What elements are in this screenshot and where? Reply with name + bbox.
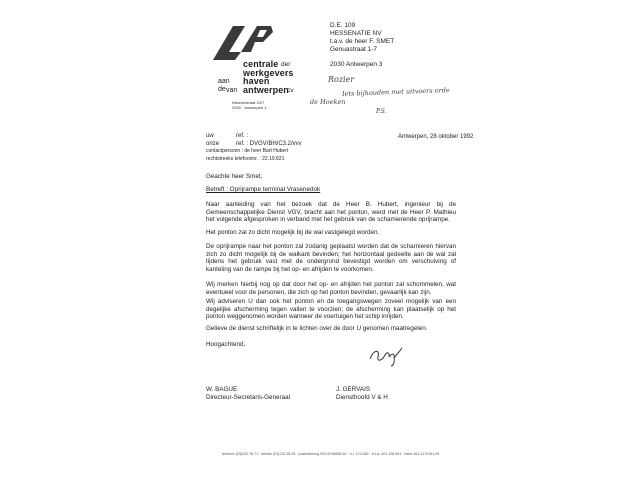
paragraph-5: Wij adviseren U dan ook het ponton en de toegangswegen zoveel mogelijk van een degelijke afscherming tegen vallen te voorzien; de afscherming kan plaatselijk op het ponton weggenomen worden wanneer de voertuigen het schip inrijden. bbox=[206, 298, 456, 321]
signatory-right-name: J. GERVAIS bbox=[336, 386, 371, 393]
handwritten-note-2: Iets bijhouden met uitvoers orde bbox=[341, 86, 450, 98]
addressee-line2: HESSENATIE NV bbox=[330, 30, 382, 37]
our-ref-value: ref. : DVGV/BH/C3.2/vvv bbox=[236, 140, 302, 147]
letter-date: Antwerpen, 28 oktober 1992 bbox=[398, 134, 474, 140]
signatory-right bbox=[336, 386, 388, 401]
logo-centrale: centrale bbox=[243, 59, 279, 69]
our-ref-label: onze bbox=[206, 140, 220, 147]
paragraph-1: Naar aanleiding van het bezoek dat de Heer B. Hubert, ingenieur bij de Gemeenschappelijke Dienst VGV, bracht aan het ponton, werd met de Heer P. Mathieu het volgende afgesproken in verband met het gebruik van de schamierende oprijrampe. bbox=[206, 201, 456, 224]
handwritten-note-1: Rozier bbox=[328, 75, 355, 84]
handwritten-note-3: de Hoeken bbox=[310, 98, 346, 106]
addressee-line4: Genuastraat 1-7 bbox=[330, 46, 377, 53]
your-ref-value: ref. : bbox=[236, 133, 249, 139]
handwritten-note-4: P.S. bbox=[376, 108, 387, 115]
signatory-right-title: Diensthoofd V & H bbox=[336, 393, 388, 401]
logo-cv: cv bbox=[287, 86, 294, 94]
direct-phone: rechtstreeks telefoonnr. : 22.19.821 bbox=[206, 155, 285, 162]
logo-van: van bbox=[226, 86, 238, 94]
subject-line: Betreft : Oprijrampe terminal Vrasenedok bbox=[206, 186, 321, 193]
logo-werkgevers: werkgevers bbox=[243, 67, 294, 78]
reference-block bbox=[206, 133, 302, 163]
closing: Hoogachtend, bbox=[206, 341, 246, 348]
sender-address-line2: 2000 · antwerpen 1 bbox=[232, 104, 267, 110]
addressee-line1: D.E. 109 bbox=[330, 22, 356, 29]
signature-gervais bbox=[368, 345, 404, 367]
signatory-left bbox=[206, 386, 290, 401]
logo-antwerpen: antwerpen bbox=[243, 84, 289, 95]
logo-aan-de: aan de bbox=[218, 78, 230, 93]
cepa-logo-mark bbox=[205, 22, 275, 62]
contact-person: contactpersoon : de heer Bart Hubert bbox=[206, 148, 289, 154]
addressee-block bbox=[330, 22, 394, 54]
signatory-left-title: Directeur-Secretaris-Generaal bbox=[206, 393, 290, 401]
logo-der: der bbox=[281, 61, 291, 68]
sender-address-line1: Nieuwestraat 10/7 bbox=[232, 100, 265, 105]
your-ref-label: uw bbox=[206, 133, 214, 139]
paragraph-2: Het ponton zal zo dicht mogelijk bij de wal vastgelegd worden. bbox=[206, 229, 380, 236]
sender-address bbox=[232, 101, 266, 110]
signatory-left-name: W. BAGUE bbox=[206, 386, 238, 393]
letterhead-footer: telefoon (03)232.78.71 · telefax (03)232.38.28 · postrekening 000-0018658-52 · h.r. 170.462 · b.t.w. 401.106.661 · bank 404-1170151-09 bbox=[222, 452, 440, 456]
salutation: Geachte heer Smet, bbox=[206, 173, 263, 180]
paragraph-3: De oprijrampe naar het ponton zal zodanig geplaatst worden dat de scharnieren hiervan zich zo dicht mogelijk bij de walkant bevinden; het horizontaal gedeelte aan de wal zal tijdens het gebruik vast met de ondergrond bevestigd worden om verschuiving of kanteling van de rampe bij het op- en afrijden te voorkomen. bbox=[206, 243, 456, 273]
paragraph-4: Wij merken hierbij nog op dat door het op- en afrijden het ponton zal schommelen, wat eventueel voor de personen, die zich op het ponton bevinden, gevaarlijk kan zijn. bbox=[206, 281, 456, 296]
paragraph-6: Gelieve de dienst schriftelijk in te lichten over de door U genomen maatregelen. bbox=[206, 325, 428, 332]
addressee-city: 2030 Antwerpen 3 bbox=[330, 61, 383, 68]
addressee-line3: t.a.v. de heer F. SMET bbox=[330, 38, 395, 45]
logo-haven: haven bbox=[243, 76, 270, 86]
